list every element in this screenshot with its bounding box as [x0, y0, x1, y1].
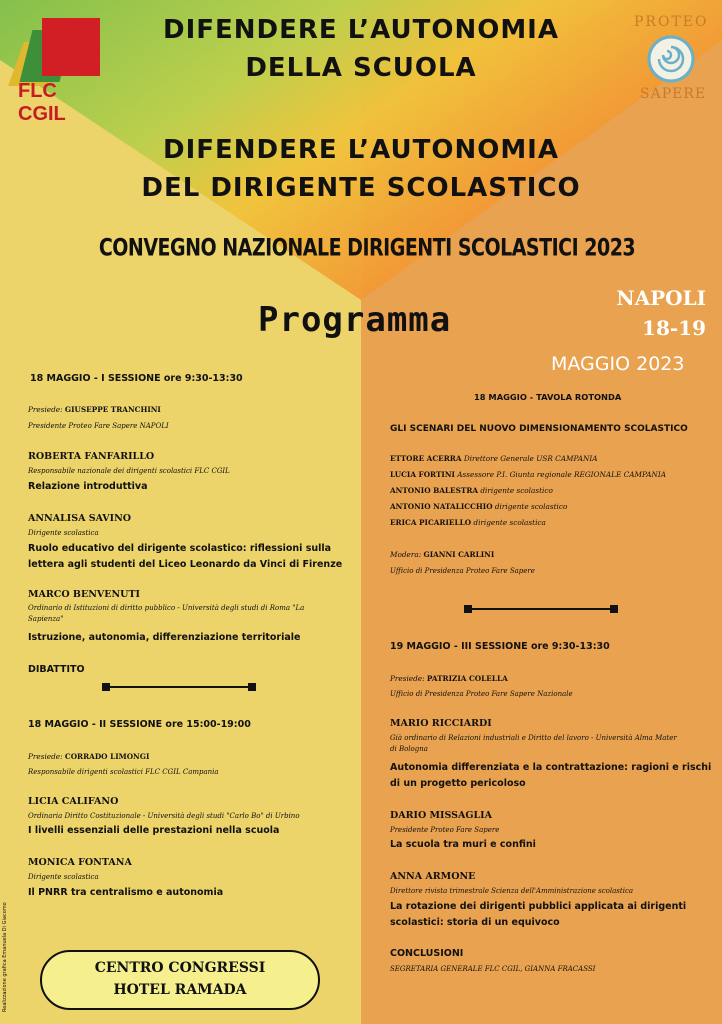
graphic-credit: Realizzazione grafica Emanuela Di Giacomo: [2, 902, 8, 1012]
round-table-panel: [390, 454, 666, 534]
speaker-name: ANNALISA SAVINO: [28, 513, 132, 524]
conclusions-header: CONCLUSIONI: [390, 948, 464, 959]
session-1-header: 18 MAGGIO - I SESSIONE ore 9:30-13:30: [30, 373, 243, 384]
main-title-2: DIFENDERE L’AUTONOMIA DEL DIRIGENTE SCOLASTICO: [141, 135, 581, 203]
panelist: ETTORE ACERRA Direttore Generale USR CAMPANIA: [390, 454, 598, 463]
conference-subtitle: CONVEGNO NAZIONALE DIRIGENTI SCOLASTICI 2023: [98, 234, 636, 262]
session-3-chair-role: Ufficio di Presidenza Proteo Fare Sapere Nazionale: [390, 690, 573, 698]
speaker-name: ANNA ARMONE: [390, 871, 476, 882]
talk-title: I livelli essenziali delle prestazioni nella scuola: [28, 825, 280, 836]
speaker-role: Dirigente scolastica: [28, 873, 99, 881]
session-3-header: 19 MAGGIO - III SESSIONE ore 9:30-13:30: [390, 641, 610, 652]
talk-title: La rotazione dei dirigenti pubblici applicata ai dirigenti scolastici: storia di un equivoco: [390, 901, 687, 928]
session-1-chair-role: Presidente Proteo Fare Sapere NAPOLI: [28, 422, 169, 430]
section-divider: [104, 686, 254, 688]
event-place-date: NAPOLI 18-19: [616, 286, 706, 340]
speaker-role: Presidente Proteo Fare Sapere: [390, 826, 500, 834]
venue-box: CENTRO CONGRESSI HOTEL RAMADA: [40, 950, 320, 1010]
main-title-1: DIFENDERE L’AUTONOMIA DELLA SCUOLA: [163, 15, 559, 83]
speaker-role: Ordinaria Diritto Costituzionale - Università degli studi "Carlo Bo" di Urbino: [28, 812, 300, 820]
speaker-role: Responsabile nazionale dei dirigenti scolastici FLC CGIL: [28, 467, 230, 475]
session-2-chair: Presiede: CORRADO LIMONGI: [28, 752, 150, 761]
speaker-name: MONICA FONTANA: [28, 857, 132, 868]
speaker-name: LICIA CALIFANO: [28, 796, 119, 807]
moderator: Modera: GIANNI CARLINI: [390, 550, 495, 559]
speaker-role: Dirigente scolastica: [28, 529, 99, 537]
session-1-chair: Presiede: GIUSEPPE TRANCHINI: [28, 405, 161, 414]
programma-heading: Programma: [258, 300, 452, 340]
panelist: ANTONIO NATALICCHIO dirigente scolastico: [390, 502, 568, 511]
section-divider: [466, 608, 616, 610]
event-month-year: MAGGIO 2023: [551, 353, 685, 375]
conclusions-speaker: SEGRETARIA GENERALE FLC CGIL, GIANNA FRACASSI: [390, 965, 596, 973]
round-table-title: GLI SCENARI DEL NUOVO DIMENSIONAMENTO SCOLASTICO: [390, 424, 688, 434]
session-2-chair-role: Responsabile dirigenti scolastici FLC CGIL Campania: [28, 768, 219, 776]
speaker-role: Ordinario di Istituzioni di diritto pubblico - Università degli studi di Roma "La Sapienza": [28, 604, 305, 623]
talk-title: Autonomia differenziata e la contrattazione: ragioni e rischi di un progetto pericoloso: [390, 762, 712, 789]
panelist: ANTONIO BALESTRA dirigente scolastico: [390, 486, 553, 495]
talk-title: Ruolo educativo del dirigente scolastico: riflessioni sulla lettera agli studenti del Liceo Leonardo da Vinci di Firenze: [28, 543, 343, 570]
speaker-role: Già ordinario di Relazioni industriali e Diritto del lavoro - Università Alma Mater di Bologna: [390, 734, 677, 753]
panelist: LUCIA FORTINI Assessore P.I. Giunta regionale REGIONALE CAMPANIA: [390, 470, 667, 479]
talk-title: Relazione introduttiva: [28, 481, 148, 492]
speaker-name: ROBERTA FANFARILLO: [28, 451, 155, 462]
speaker-name: DARIO MISSAGLIA: [390, 810, 492, 821]
speaker-role: Direttore rivista trimestrale Scienza dell'Amministrazione scolastica: [390, 887, 634, 895]
talk-title: Il PNRR tra centralismo e autonomia: [28, 887, 224, 898]
proteo-fare-sapere-logo: PROTEO SAPERE: [634, 14, 709, 102]
speaker-name: MARCO BENVENUTI: [28, 589, 140, 600]
debate-label: DIBATTITO: [28, 664, 85, 675]
speaker-name: MARIO RICCIARDI: [390, 718, 492, 729]
panelist: ERICA PICARIELLO dirigente scolastica: [390, 518, 546, 527]
round-table-header: 18 MAGGIO - TAVOLA ROTONDA: [474, 392, 622, 402]
flc-cgil-logo: FLC CGIL: [12, 18, 102, 108]
moderator-role: Ufficio di Presidenza Proteo Fare Sapere: [390, 567, 535, 575]
talk-title: Istruzione, autonomia, differenziazione territoriale: [28, 632, 301, 643]
session-2-header: 18 MAGGIO - II SESSIONE ore 15:00-19:00: [28, 719, 251, 730]
session-3-chair: Presiede: PATRIZIA COLELLA: [390, 674, 508, 683]
talk-title: La scuola tra muri e confini: [390, 839, 536, 850]
